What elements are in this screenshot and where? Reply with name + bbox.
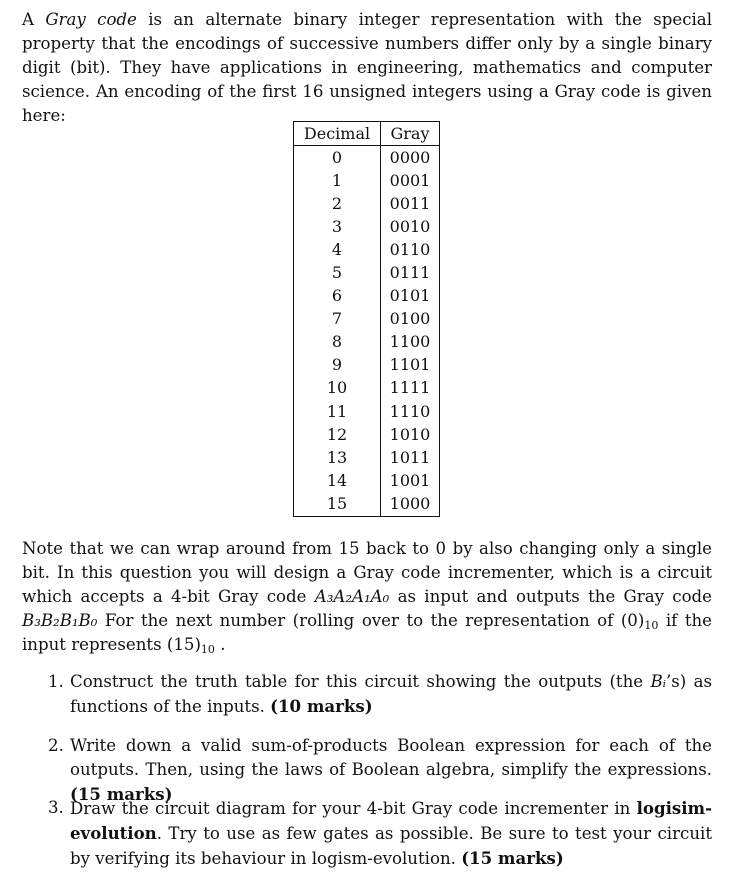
note-text-5: . — [214, 635, 226, 654]
decimal-cell: 12 — [294, 423, 381, 446]
decimal-cell: 7 — [294, 308, 381, 331]
gray-cell: 0100 — [389, 309, 431, 329]
table-row — [294, 400, 440, 423]
decimal-cell: 6 — [294, 285, 381, 308]
table-row — [294, 446, 440, 469]
table-row — [294, 469, 440, 492]
decimal-cell: 13 — [294, 446, 381, 469]
gray-cell: 0000 — [389, 147, 431, 167]
gray-cell: 0110 — [389, 239, 431, 259]
output-variable: Bᵢ — [650, 672, 666, 691]
note-text-1: Note that we can wrap around from 15 back to 0 by also changing only a single bit. In this question you will design a Gray code incrementer, which is a circuit which accepts a 4-bit Gray code — [22, 539, 712, 606]
gray-cell: 0101 — [389, 286, 431, 306]
question-3 — [48, 796, 712, 871]
gray-cell: 0001 — [389, 170, 431, 190]
gray-cell: 1100 — [389, 332, 431, 352]
table-row — [294, 192, 440, 215]
question-number: 3. — [48, 798, 64, 817]
subscript-ten-b: 10 — [200, 643, 215, 656]
question-text: Construct the truth table for this circuit showing the outputs (the — [70, 672, 651, 691]
note-text-2: as input and outputs the Gray code — [389, 587, 712, 606]
table-body — [294, 146, 440, 517]
table-row — [294, 377, 440, 400]
gray-cell: 1101 — [389, 355, 431, 375]
decimal-cell: 8 — [294, 331, 381, 354]
note-paragraph — [22, 537, 712, 657]
decimal-cell: 15 — [294, 492, 381, 516]
gray-cell: 1001 — [389, 470, 431, 490]
intro-text-1: A — [22, 10, 46, 29]
decimal-header: Decimal — [294, 122, 381, 146]
table-row — [294, 492, 440, 516]
gray-code-term: Gray code — [45, 10, 137, 29]
table-row — [294, 146, 440, 170]
subscript-ten-a: 10 — [644, 619, 659, 632]
table-row — [294, 354, 440, 377]
table-row — [294, 423, 440, 446]
question-number: 1. — [48, 672, 64, 691]
table-row — [294, 331, 440, 354]
decimal-cell: 2 — [294, 192, 381, 215]
tool-name: logisim-evolution — [70, 798, 712, 843]
gray-cell: 1011 — [389, 447, 431, 467]
question-text: ’s) as functions of the inputs. — [70, 672, 712, 716]
question-marks: (15 marks) — [70, 784, 173, 804]
question-body — [70, 670, 712, 719]
decimal-cell: 11 — [294, 400, 381, 423]
gray-cell: 1111 — [389, 378, 431, 398]
question-marks: (10 marks) — [270, 696, 373, 716]
gray-cell: 0111 — [389, 263, 431, 283]
decimal-cell: 10 — [294, 377, 381, 400]
gray-cell: 1110 — [389, 401, 431, 421]
table-row — [294, 215, 440, 238]
note-text-4: if the input represents (15) — [22, 611, 712, 654]
question-text: Write down a valid sum-of-products Boolean expression for each of the outputs. Then, using the laws of Boolean algebra, simplify the expressions. — [70, 736, 712, 779]
output-code: B₃B₂B₁B₀ — [22, 611, 98, 630]
decimal-cell: 0 — [294, 146, 381, 170]
decimal-cell: 5 — [294, 261, 381, 284]
question-body — [70, 796, 712, 871]
question-marks: (15 marks) — [461, 848, 564, 868]
decimal-cell: 14 — [294, 469, 381, 492]
question-number: 2. — [48, 736, 64, 755]
table-row — [294, 308, 440, 331]
table-row — [294, 261, 440, 284]
gray-cell: 1010 — [389, 424, 431, 444]
gray-cell: 0010 — [389, 216, 431, 236]
gray-cell: 1000 — [389, 493, 431, 513]
question-text: Draw the circuit diagram for your 4-bit Gray code incrementer in — [70, 799, 637, 818]
intro-text-2: is an alternate binary integer representation with the special property that the encodings of successive numbers differ only by a single binary digit (bit). They have applications in engineering, mathematics and computer science. An encoding of the first 16 unsigned integers using a Gray code is given here: — [22, 10, 712, 125]
intro-paragraph — [22, 8, 712, 128]
table-header-row — [294, 122, 440, 146]
decimal-cell: 4 — [294, 238, 381, 261]
decimal-cell: 9 — [294, 354, 381, 377]
question-text: . Try to use as few gates as possible. Be sure to test your circuit by verifying its behaviour in logism-evolution. — [70, 824, 712, 868]
decimal-cell: 3 — [294, 215, 381, 238]
note-text-3: For the next number (rolling over to the representation of (0) — [97, 611, 645, 630]
gray-header: Gray — [381, 122, 440, 146]
gray-code-table — [293, 121, 440, 517]
gray-cell: 0011 — [389, 193, 431, 213]
table-row — [294, 285, 440, 308]
decimal-cell: 1 — [294, 169, 381, 192]
table-row — [294, 238, 440, 261]
table-row — [294, 169, 440, 192]
question-1 — [48, 670, 712, 719]
input-code: A₃A₂A₁A₀ — [314, 587, 390, 606]
